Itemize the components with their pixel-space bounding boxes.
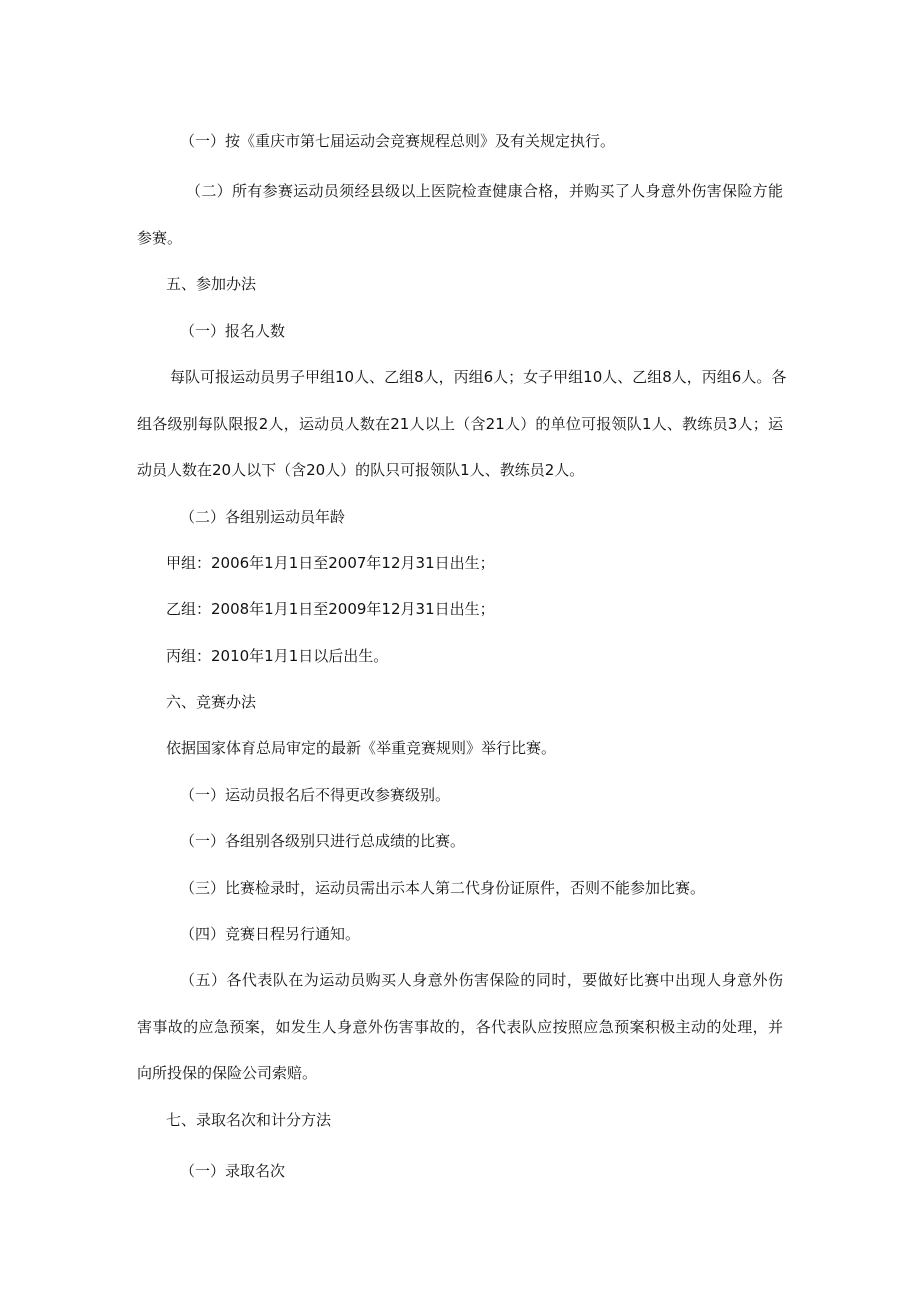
competition-item-2: （一）各组别各级别只进行总成绩的比赛。 <box>180 832 466 850</box>
competition-item-5-line-3: 向所投保的保险公司索赔。 <box>137 1064 318 1082</box>
rule-item-2-line-1: （二）所有参赛运动员须经县级以上医院检查健康合格，并购买了人身意外伤害保险方能 <box>186 182 783 200</box>
age-group-a: 甲组：2006年1月1日至2007年12月31日出生； <box>166 554 495 572</box>
rule-item-2-line-2: 参赛。 <box>137 229 183 247</box>
rule-item-1: （一）按《重庆市第七届运动会竞赛规程总则》及有关规定执行。 <box>180 132 616 150</box>
competition-item-1: （一）运动员报名后不得更改参赛级别。 <box>180 786 451 804</box>
registration-para-line-1: 每队可报运动员男子甲组10人、乙组8人，丙组6人；女子甲组10人、乙组8人，丙组6人。各 <box>170 368 787 386</box>
competition-item-3: （三）比赛检录时，运动员需出示本人第二代身份证原件，否则不能参加比赛。 <box>180 879 706 897</box>
subsection-heading-ages: （二）各组别运动员年龄 <box>180 508 346 526</box>
competition-rules-line: 依据国家体育总局审定的最新《举重竞赛规则》举行比赛。 <box>166 739 557 757</box>
section-heading-5: 五、参加办法 <box>166 275 257 293</box>
registration-para-line-2: 组各级别每队限报2人，运动员人数在21人以上（含21人）的单位可报领队1人、教练员3人；运 <box>137 415 783 433</box>
age-group-b: 乙组：2008年1月1日至2009年12月31日出生； <box>166 600 495 618</box>
age-group-c: 丙组：2010年1月1日以后出生。 <box>166 647 389 665</box>
section-heading-7: 七、录取名次和计分方法 <box>166 1111 332 1129</box>
competition-item-4: （四）竞赛日程另行通知。 <box>180 925 361 943</box>
registration-para-line-3: 动员人数在20人以下（含20人）的队只可报领队1人、教练员2人。 <box>137 461 585 479</box>
section-heading-6: 六、竞赛办法 <box>166 693 257 711</box>
subsection-heading-registration: （一）报名人数 <box>180 322 286 340</box>
competition-item-5-line-1: （五）各代表队在为运动员购买人身意外伤害保险的同时，要做好比赛中出现人身意外伤 <box>180 971 783 989</box>
subsection-heading-placing: （一）录取名次 <box>180 1162 286 1180</box>
competition-item-5-line-2: 害事故的应急预案，如发生人身意外伤害事故的，各代表队应按照应急预案积极主动的处理，并 <box>137 1018 783 1036</box>
